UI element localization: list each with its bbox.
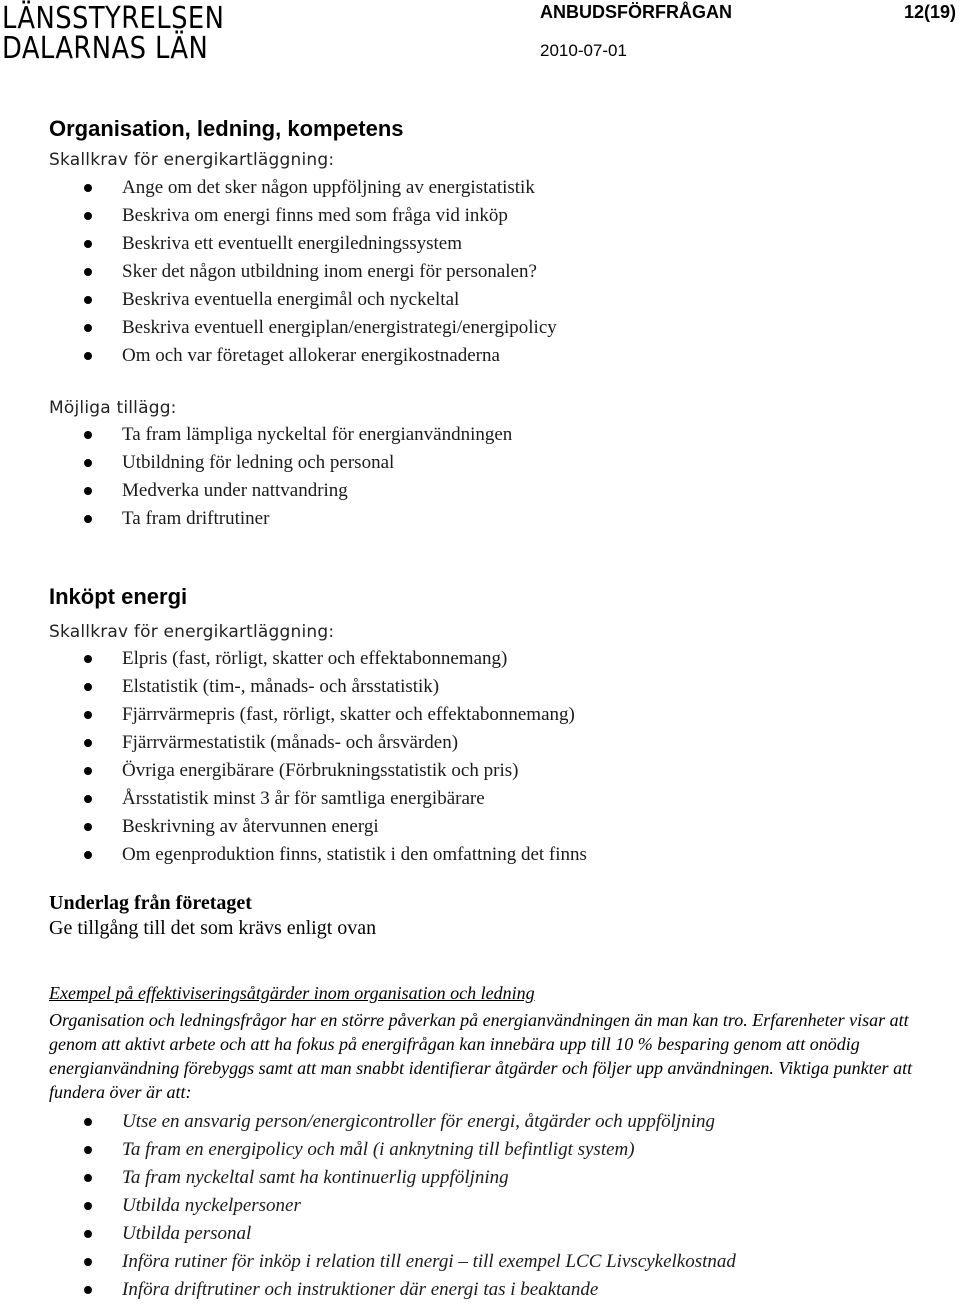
list-item-text: Beskriva om energi finns med som fråga vid inköp [122,205,508,226]
bullet-icon [84,739,92,747]
bullet-icon [84,711,92,719]
list-item-text: Om och var företaget allokerar energikostnaderna [122,345,500,366]
list-item-text: Elpris (fast, rörligt, skatter och effektabonnemang) [122,648,508,669]
document-type: ANBUDSFÖRFRÅGAN [540,2,732,22]
list-item [49,1164,736,1192]
list-item [49,477,512,505]
logo-line-2: DALARNAS LÄN [2,31,209,66]
bullet-icon [84,1202,92,1210]
list-item [49,1276,736,1304]
page-number: 12(19) [903,2,956,22]
bullet-icon [84,1286,92,1294]
organization-logo [2,1,225,66]
list-item-text: Utbilda nyckelpersoner [122,1195,301,1216]
bullet-icon [84,268,92,276]
list-item [49,701,587,729]
bullet-icon [84,655,92,663]
list-item-text: Fjärrvärmepris (fast, rörligt, skatter och effektabonnemang) [122,704,575,725]
list-item [49,757,587,785]
list-item [49,841,587,869]
bullet-icon [84,431,92,439]
list-item [49,342,557,370]
bullet-icon [84,1118,92,1126]
bullet-icon [84,324,92,332]
bullet-icon [84,795,92,803]
bullet-icon [84,352,92,360]
list-item [49,1136,736,1164]
list-item-text: Årsstatistik minst 3 år för samtliga energibärare [122,788,485,809]
list-item [49,258,557,286]
list-item [49,1108,736,1136]
list-item [49,174,557,202]
list-item [49,314,557,342]
bullet-icon [84,459,92,467]
bullet-icon [84,1230,92,1238]
list-item-text: Ta fram driftrutiner [122,508,270,529]
list-item-text: Införa rutiner för inköp i relation till energi – till exempel LCC Livscykelkostnad [122,1251,736,1272]
bullet-icon [84,296,92,304]
list-item [49,286,557,314]
required-heading-2: Skallkrav för energikartläggning: [49,622,335,642]
required-list-1 [49,174,557,370]
bullet-icon [84,515,92,523]
list-item-text: Ta fram nyckeltal samt ha kontinuerlig uppföljning [122,1167,509,1188]
bullet-icon [84,767,92,775]
list-item-text: Beskrivning av återvunnen energi [122,816,379,837]
list-item [49,1192,736,1220]
list-item-text: Utbildning för ledning och personal [122,452,395,473]
list-item [49,1220,736,1248]
list-item-text: Införa driftrutiner och instruktioner där energi tas i beaktande [122,1279,599,1300]
list-item [49,421,512,449]
optional-heading: Möjliga tillägg: [49,398,177,418]
list-item [49,673,587,701]
bullet-icon [84,1258,92,1266]
list-item [49,230,557,258]
bullet-icon [84,1146,92,1154]
bullet-icon [84,184,92,192]
bullet-icon [84,683,92,691]
list-item-text: Fjärrvärmestatistik (månads- och årsvärden) [122,732,459,753]
list-item-text: Utbilda personal [122,1223,252,1244]
basis-heading: Underlag från företaget [49,892,252,914]
list-item-text: Elstatistik (tim-, månads- och årsstatistik) [122,676,440,697]
list-item-text: Ta fram lämpliga nyckeltal för energianvändningen [122,424,513,445]
list-item [49,645,587,673]
list-item-text: Övriga energibärare (Förbrukningsstatistik och pris) [122,760,519,781]
list-item-text: Beskriva eventuella energimål och nyckeltal [122,289,460,310]
required-list-2 [49,645,587,869]
list-item [49,1248,736,1276]
document-date: 2010-07-01 [540,41,627,60]
list-item-text: Ange om det sker någon uppföljning av energistatistik [122,177,535,198]
optional-list [49,421,512,533]
required-heading-1: Skallkrav för energikartläggning: [49,150,335,170]
list-item [49,785,587,813]
list-item-text: Sker det någon utbildning inom energi för personalen? [122,261,537,282]
list-item [49,505,512,533]
list-item-text: Beskriva ett eventuellt energiledningssystem [122,233,462,254]
section-title-purchased-energy: Inköpt energi [49,584,188,609]
bullet-icon [84,212,92,220]
list-item-text: Om egenproduktion finns, statistik i den omfattning det finns [122,844,587,865]
list-item [49,729,587,757]
list-item-text: Ta fram en energipolicy och mål (i anknytning till befintligt system) [122,1139,635,1160]
example-list [49,1108,736,1304]
list-item-text: Medverka under nattvandring [122,480,348,501]
list-item [49,813,587,841]
example-title: Exempel på effektiviseringsåtgärder inom organisation och ledning [49,983,535,1003]
bullet-icon [84,1174,92,1182]
basis-text: Ge tillgång till det som krävs enligt ovan [49,917,377,939]
section-title-organisation: Organisation, ledning, kompetens [49,116,404,141]
example-paragraph: Organisation och ledningsfrågor har en större påverkan på energianvändningen än man kan tro. Erfarenheter visar att genom att aktivt arbete och att ha fokus på energifrågan kan innebära upp till 10 % besparing genom att onödig energianvändning förebyggs samt att man snabbt identifierar åtgärder och följer upp användningen. Viktiga punkter att fundera över är att: [49,1010,913,1102]
bullet-icon [84,851,92,859]
logo-line-1: LÄNSSTYRELSEN [2,1,225,36]
list-item-text: Utse en ansvarig person/energicontroller för energi, åtgärder och uppföljning [122,1111,715,1132]
list-item [49,449,512,477]
bullet-icon [84,823,92,831]
list-item-text: Beskriva eventuell energiplan/energistrategi/energipolicy [122,317,557,338]
bullet-icon [84,487,92,495]
bullet-icon [84,240,92,248]
list-item [49,202,557,230]
